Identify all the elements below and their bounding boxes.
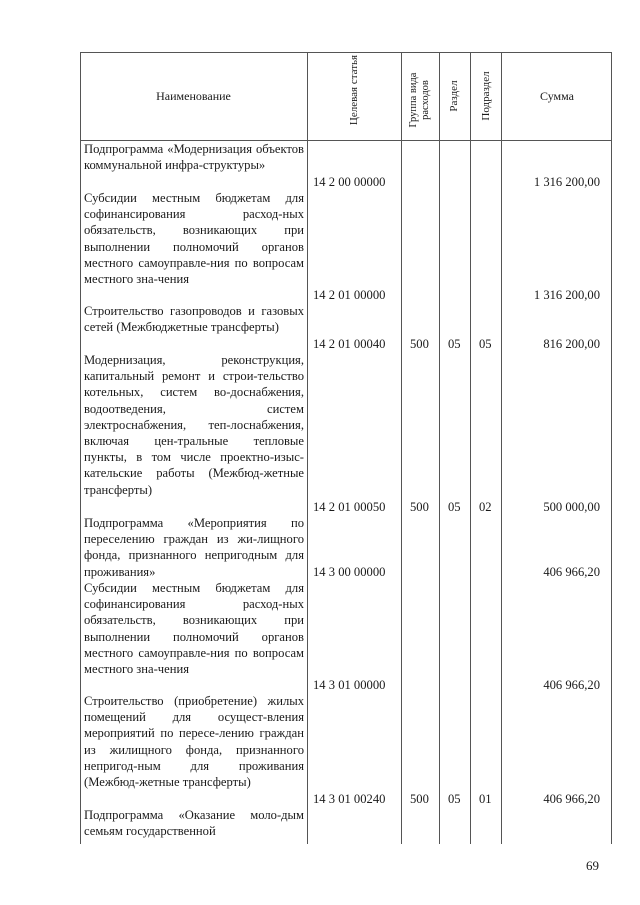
row-group: 500	[410, 792, 429, 806]
header-section: Раздел	[448, 80, 460, 112]
header-sum-text: Сумма	[540, 88, 574, 103]
row-code: 14 2 01 00050	[313, 500, 386, 514]
row-sum: 500 000,00	[543, 500, 600, 514]
row-name: Субсидии местным бюджетам для софинансирования расход-ных обязательств, возникающих при выполнении полномочий органов местного самоуправле-ния по вопросам местного зна-чения	[84, 191, 304, 287]
row-name: Подпрограмма «Оказание моло-дым семьям государственной	[84, 808, 304, 839]
row-name: Строительство (приобретение) жилых помещений для осущест-вления мероприятий по пересе-лению граждан из жилищного фонда, признанного непригод-ным для проживания (Межбюд-жетные трансферты)	[84, 694, 304, 790]
row-code: 14 2 00 00000	[313, 175, 386, 189]
budget-table	[80, 52, 612, 844]
row-code: 14 3 01 00000	[313, 678, 386, 692]
row-subsection: 02	[479, 500, 492, 514]
header-target-article: Целевая статья	[348, 54, 360, 126]
row-section: 05	[448, 500, 461, 514]
row-sum: 1 316 200,00	[533, 175, 600, 189]
header-expense-group: Группа вида расходов	[408, 72, 431, 128]
table-row	[80, 352, 612, 515]
table-row	[80, 693, 612, 807]
row-name: Субсидии местным бюджетам для софинансирования расход-ных обязательств, возникающих при выполнении полномочий органов местного самоуправле-ния по вопросам местного зна-чения	[84, 581, 304, 677]
row-code: 14 2 01 00000	[313, 288, 386, 302]
row-sum: 406 966,20	[543, 565, 600, 579]
header-sum	[502, 52, 612, 140]
header-name-text: Наименование	[156, 88, 231, 103]
row-group: 500	[410, 337, 429, 351]
row-sum: 1 316 200,00	[533, 288, 600, 302]
row-section: 05	[448, 337, 461, 351]
row-code: 14 3 01 00240	[313, 792, 386, 806]
row-section: 05	[448, 792, 461, 806]
row-name: Строительство газопроводов и газовых сетей (Межбюджетные трансферты)	[84, 304, 304, 335]
header-subsection: Подраздел	[480, 71, 492, 121]
row-name: Подпрограмма «Модернизация объектов коммунальной инфра-структуры»	[84, 142, 304, 173]
table-row	[80, 303, 612, 352]
table-row	[80, 807, 612, 843]
table-row	[80, 580, 612, 693]
header-name	[80, 52, 307, 140]
row-sum: 406 966,20	[543, 792, 600, 806]
row-name: Подпрограмма «Мероприятия по переселению граждан из жи-лищного фонда, признанного непригодным для проживания»	[84, 516, 304, 579]
row-subsection: 05	[479, 337, 492, 351]
table-row	[80, 141, 612, 190]
row-group: 500	[410, 500, 429, 514]
table-row	[80, 190, 612, 303]
row-code: 14 3 00 00000	[313, 565, 386, 579]
row-sum: 406 966,20	[543, 678, 600, 692]
row-name: Модернизация, реконструкция, капитальный ремонт и строи-тельство котельных, систем во-доснабжения, водоотведения, систем электроснабжения, теп-лоснабжения, включая цен-тральные тепловые пункты, в том числе проектно-изыс-кательские работы (Межбюд-жетные трансферты)	[84, 353, 304, 497]
page-number: 69	[586, 858, 599, 873]
row-subsection: 01	[479, 792, 492, 806]
row-sum: 816 200,00	[543, 337, 600, 351]
row-code: 14 2 01 00040	[313, 337, 386, 351]
table-row	[80, 515, 612, 580]
